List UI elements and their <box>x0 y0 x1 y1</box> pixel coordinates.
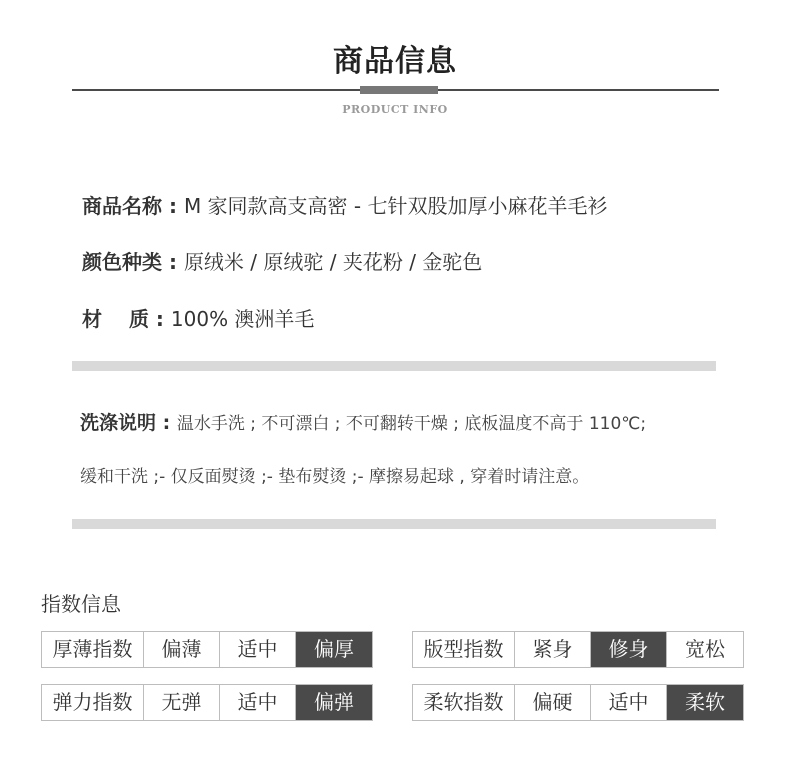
thickness-option: 偏厚 <box>296 632 372 667</box>
color-row <box>82 246 482 275</box>
wash-text-1: 温水手洗 ; 不可漂白 ; 不可翻转干燥 ; 底板温度不高于 110℃; <box>176 414 647 434</box>
elasticity-index <box>41 684 373 721</box>
elasticity-option: 无弹 <box>144 685 220 720</box>
softness-option: 偏硬 <box>515 685 591 720</box>
thickness-option: 适中 <box>220 632 296 667</box>
elasticity-option: 适中 <box>220 685 296 720</box>
softness-option: 适中 <box>591 685 667 720</box>
fit-option: 紧身 <box>515 632 591 667</box>
product-name-row <box>82 190 607 219</box>
index-title: 指数信息 <box>41 592 121 616</box>
header-accent-bar <box>360 86 438 94</box>
wash-line-2 <box>80 462 589 487</box>
page-title: 商品信息 <box>333 44 457 79</box>
color-value: 原绒米 / 原绒驼 / 夹花粉 / 金驼色 <box>183 250 483 274</box>
elasticity-index-label: 弹力指数 <box>42 685 144 720</box>
fit-index-label: 版型指数 <box>413 632 515 667</box>
fit-option: 宽松 <box>685 637 725 661</box>
fit-index <box>412 631 744 668</box>
elasticity-option: 偏弹 <box>296 685 372 720</box>
product-name-label: 商品名称 : <box>82 194 184 218</box>
softness-index-label: 柔软指数 <box>413 685 515 720</box>
section-divider <box>72 519 716 529</box>
page-subtitle: PRODUCT INFO <box>342 103 448 116</box>
softness-index <box>412 684 744 721</box>
material-value: 100% 澳洲羊毛 <box>170 307 315 331</box>
section-divider <box>72 361 716 371</box>
material-row <box>82 303 314 332</box>
wash-text-2: 缓和干洗 ;- 仅反面熨烫 ;- 垫布熨烫 ;- 摩擦易起球 , 穿着时请注意。 <box>80 467 590 487</box>
wash-label: 洗涤说明 : <box>80 412 177 434</box>
wash-line-1 <box>80 408 646 435</box>
product-name-value: M 家同款高支高密 - 七针双股加厚小麻花羊毛衫 <box>183 194 608 218</box>
thickness-index <box>41 631 373 668</box>
softness-option: 柔软 <box>667 685 743 720</box>
thickness-index-label: 厚薄指数 <box>42 632 144 667</box>
fit-option: 修身 <box>591 632 667 667</box>
color-label: 颜色种类 : <box>82 250 184 274</box>
thickness-option: 偏薄 <box>144 632 220 667</box>
material-label: 材 质 : <box>82 307 171 331</box>
